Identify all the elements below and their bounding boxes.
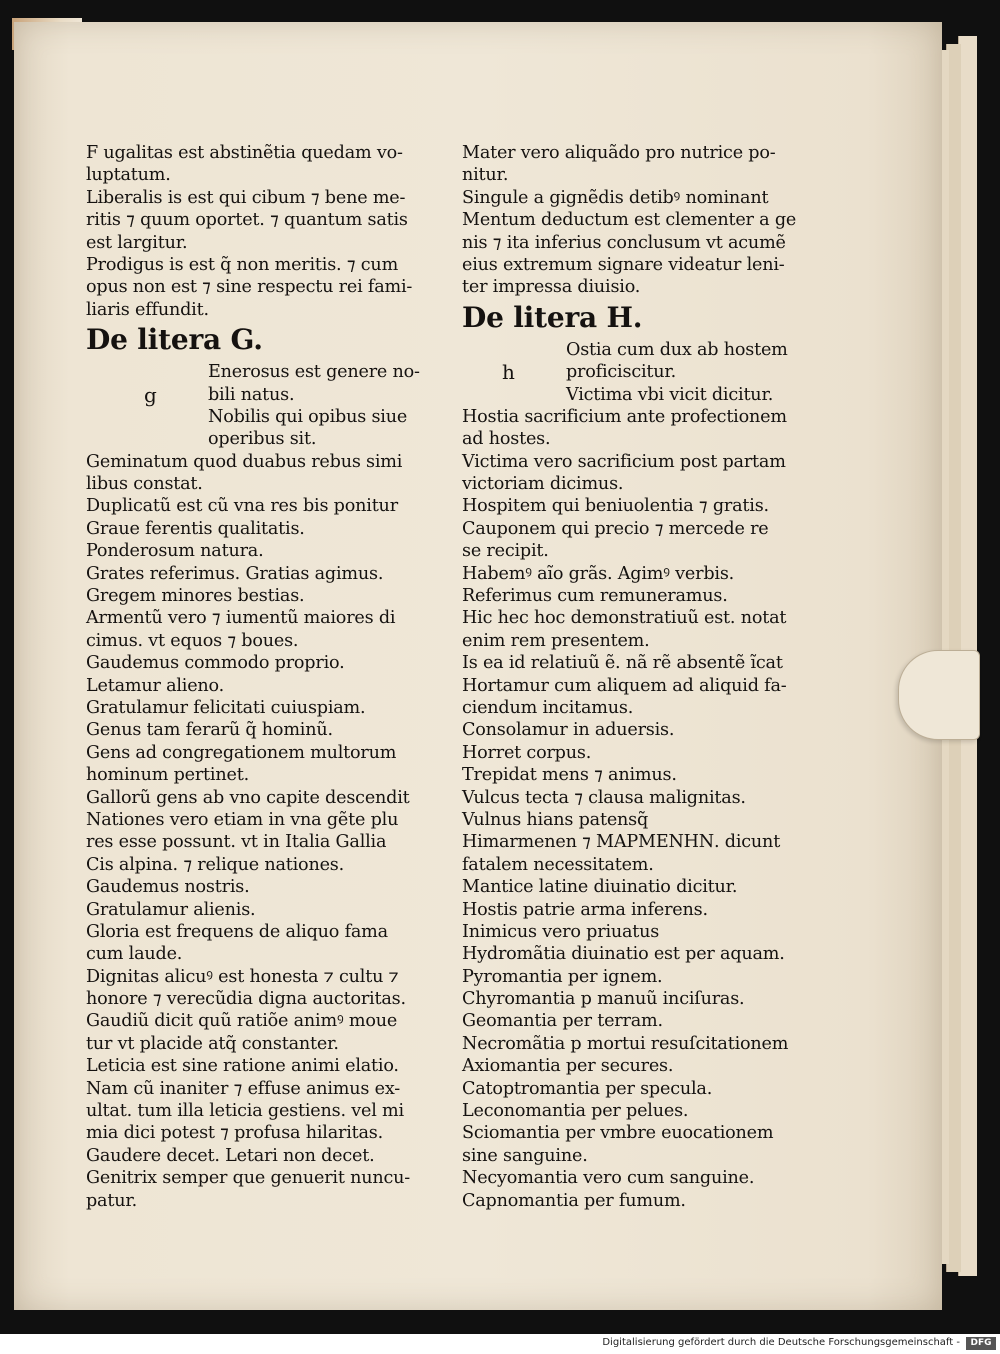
text-line: ciendum incitamus. [462,697,634,718]
text-line: Necromãtia p mortui resuſcitationem [462,1033,789,1054]
text-line: Hortamur cum aliquem ad aliquid fa- [462,675,787,696]
text-line: liaris effundit. [86,299,209,320]
text-line: Cauponem qui precio ⁊ mercede re [462,518,769,539]
initial-letter: g [144,382,157,407]
text-line: patur. [86,1190,138,1211]
text-line: Gratulamur alienis. [86,899,256,920]
text-line: Victima vero sacrificium post partam [462,451,786,472]
text-line: Geomantia per terram. [462,1011,663,1032]
text-line: libus constat. [86,474,203,495]
text-line: Hostis patrie arma inferens. [462,899,708,920]
text-line: nitur. [462,165,509,186]
text-line: ter impressa diuisio. [462,277,641,298]
dfg-logo: DFG [966,1337,996,1350]
text-line: cimus. vt equos ⁊ boues. [86,630,299,651]
text-line: Is ea id relatiuũ ẽ. nã rẽ absentẽ ĩcat [462,653,783,674]
text-line: Gaudere decet. Letari non decet. [86,1145,375,1166]
text-line: Letamur alieno. [86,675,225,696]
text-line: Genus tam ferarũ q̃ hominũ. [86,720,333,741]
text-line: est largitur. [86,232,188,253]
text-line: Capnomantia per fumum. [462,1190,686,1211]
text-line: Grates referimus. Gratias agimus. [86,563,384,584]
text-line [86,384,462,406]
text-line [462,361,828,383]
text-line: Axiomantia per secures. [462,1056,674,1077]
initial-text: bili natus. [208,384,295,405]
text-line: Sciomantia per vmbre euocationem [462,1123,774,1144]
text-line [86,428,462,450]
text-line: Pyromantia per ignem. [462,966,663,987]
text-line: Armentũ vero ⁊ iumentũ maiores di [86,608,396,629]
initial-text: Ostia cum dux ab hostem [566,339,788,360]
initial-text: Nobilis qui opibus siue [208,406,408,427]
text-line: Nationes vero etiam in vna gẽte plu [86,809,399,830]
initial-text: proficiscitur. [566,362,677,383]
initial-text: operibus sit. [208,429,317,450]
footer-bar [0,1334,1000,1354]
text-line: Habemꝰ aĩo grãs. Agimꝰ verbis. [462,563,735,584]
text-line: Gens ad congregationem multorum [86,742,397,763]
text-line: Mater vero aliquãdo pro nutrice po- [462,143,776,163]
text-line: Geminatum quod duabus rebus simi [86,451,403,472]
text-line: Prodigus is est q̃ non meritis. ⁊ cum [86,254,399,275]
text-line: Vulcus tecta ⁊ clausa malignitas. [462,787,746,808]
left-text-column [86,142,462,1212]
text-line: nis ⁊ ita inferius conclusum vt acumẽ [462,232,786,253]
text-line: Graue ferentis qualitatis. [86,518,305,539]
page-tab [898,650,980,740]
text-line: cum laude. [86,944,183,965]
text-line: Himarmenen ⁊ ΜΑΡΜΕΝΗΝ. dicunt [462,832,781,853]
text-line: Gratulamur felicitati cuiuspiam. [86,697,366,718]
text-line: honore ⁊ verecũdia digna auctoritas. [86,989,406,1010]
text-line: Gaudemus commodo proprio. [86,653,345,674]
text-line: mia dici potest ⁊ profusa hilaritas. [86,1123,384,1144]
text-line: Gallorũ gens ab vno capite descendit [86,787,410,808]
text-line: ritis ⁊ quum oportet. ⁊ quantum satis [86,210,408,231]
text-line: Leconomantia per pelues. [462,1101,689,1122]
text-line: Gregem minores bestias. [86,586,305,607]
funding-credit: Digitalisierung gefördert durch die Deutsche Forschungsgemeinschaft - [602,1337,960,1348]
text-line: Trepidat mens ⁊ animus. [462,765,677,786]
text-line: luptatum. [86,165,171,186]
text-line: Inimicus vero priuatus [462,921,660,942]
text-line: Mantice latine diuinatio dicitur. [462,877,738,898]
text-line: opus non est ⁊ sine respectu rei fami- [86,277,413,298]
initial-text: Victima vbi vicit dicitur. [566,384,774,405]
text-line: Mentum deductum est clementer a ge [462,210,797,231]
initial-text: Enerosus est genere no- [208,362,420,383]
text-line: Leticia est sine ratione animi elatio. [86,1056,399,1077]
text-line: Gloria est frequens de aliquo fama [86,921,388,942]
text-line: Hydromãtia diuinatio est per aquam. [462,944,785,965]
text-line: sine sanguine. [462,1145,588,1166]
text-line: F ugalitas est abstinẽtia quedam vo- [86,143,403,163]
initial-letter: h [502,360,515,385]
text-line [86,406,462,428]
text-line: fatalem necessitatem. [462,854,654,875]
text-line: Vulnus hians patensq̃ [462,809,649,830]
right-text-column [462,142,828,1212]
text-line: Gaudiũ dicit quũ ratiõe animꝰ moue [86,1011,398,1032]
text-line: Hostia sacrificium ante profectionem [462,406,787,427]
text-line: Nam cũ inaniter ⁊ effuse animus ex- [86,1078,401,1099]
text-line: Referimus cum remuneramus. [462,586,728,607]
text-line: Hic hec hoc demonstratiuũ est. notat [462,608,787,629]
text-line: Necyomantia vero cum sanguine. [462,1168,755,1189]
text-line: hominum pertinet. [86,765,249,786]
text-line: Chyromantia p manuũ inciſuras. [462,989,745,1010]
section-heading: De litera G. [86,323,263,357]
text-line: Duplicatũ est cũ vna res bis ponitur [86,496,398,517]
section-heading: De litera H. [462,300,643,334]
text-line: Ponderosum natura. [86,541,264,562]
text-line: enim rem presentem. [462,630,650,651]
text-line: ultat. tum illa leticia gestiens. vel mi [86,1101,404,1122]
text-line: tur vt placide atq̃ constanter. [86,1033,339,1054]
text-line: eius extremum signare videatur leni- [462,254,785,275]
text-line: victoriam dicimus. [462,474,624,495]
text-line: Catoptromantia per specula. [462,1078,713,1099]
text-line: res esse possunt. vt in Italia Gallia [86,832,387,853]
text-line: Liberalis is est qui cibum ⁊ bene me- [86,187,406,208]
text-line: Singule a gignẽdis detibꝰ nominant [462,187,769,208]
text-line: Horret corpus. [462,742,592,763]
text-line: Cis alpina. ⁊ relique nationes. [86,854,345,875]
text-line [462,384,828,406]
text-line [86,361,462,383]
text-line: Gaudemus nostris. [86,877,250,898]
text-line: Genitrix semper que genuerit nuncu- [86,1168,411,1189]
text-line: se recipit. [462,541,549,562]
text-line: Dignitas alicuꝰ est honesta ⁊ cultu ⁊ [86,966,399,987]
text-line: Consolamur in aduersis. [462,720,675,741]
text-line: Hospitem qui beniuolentia ⁊ gratis. [462,496,769,517]
text-line: ad hostes. [462,429,551,450]
text-line [462,339,828,361]
